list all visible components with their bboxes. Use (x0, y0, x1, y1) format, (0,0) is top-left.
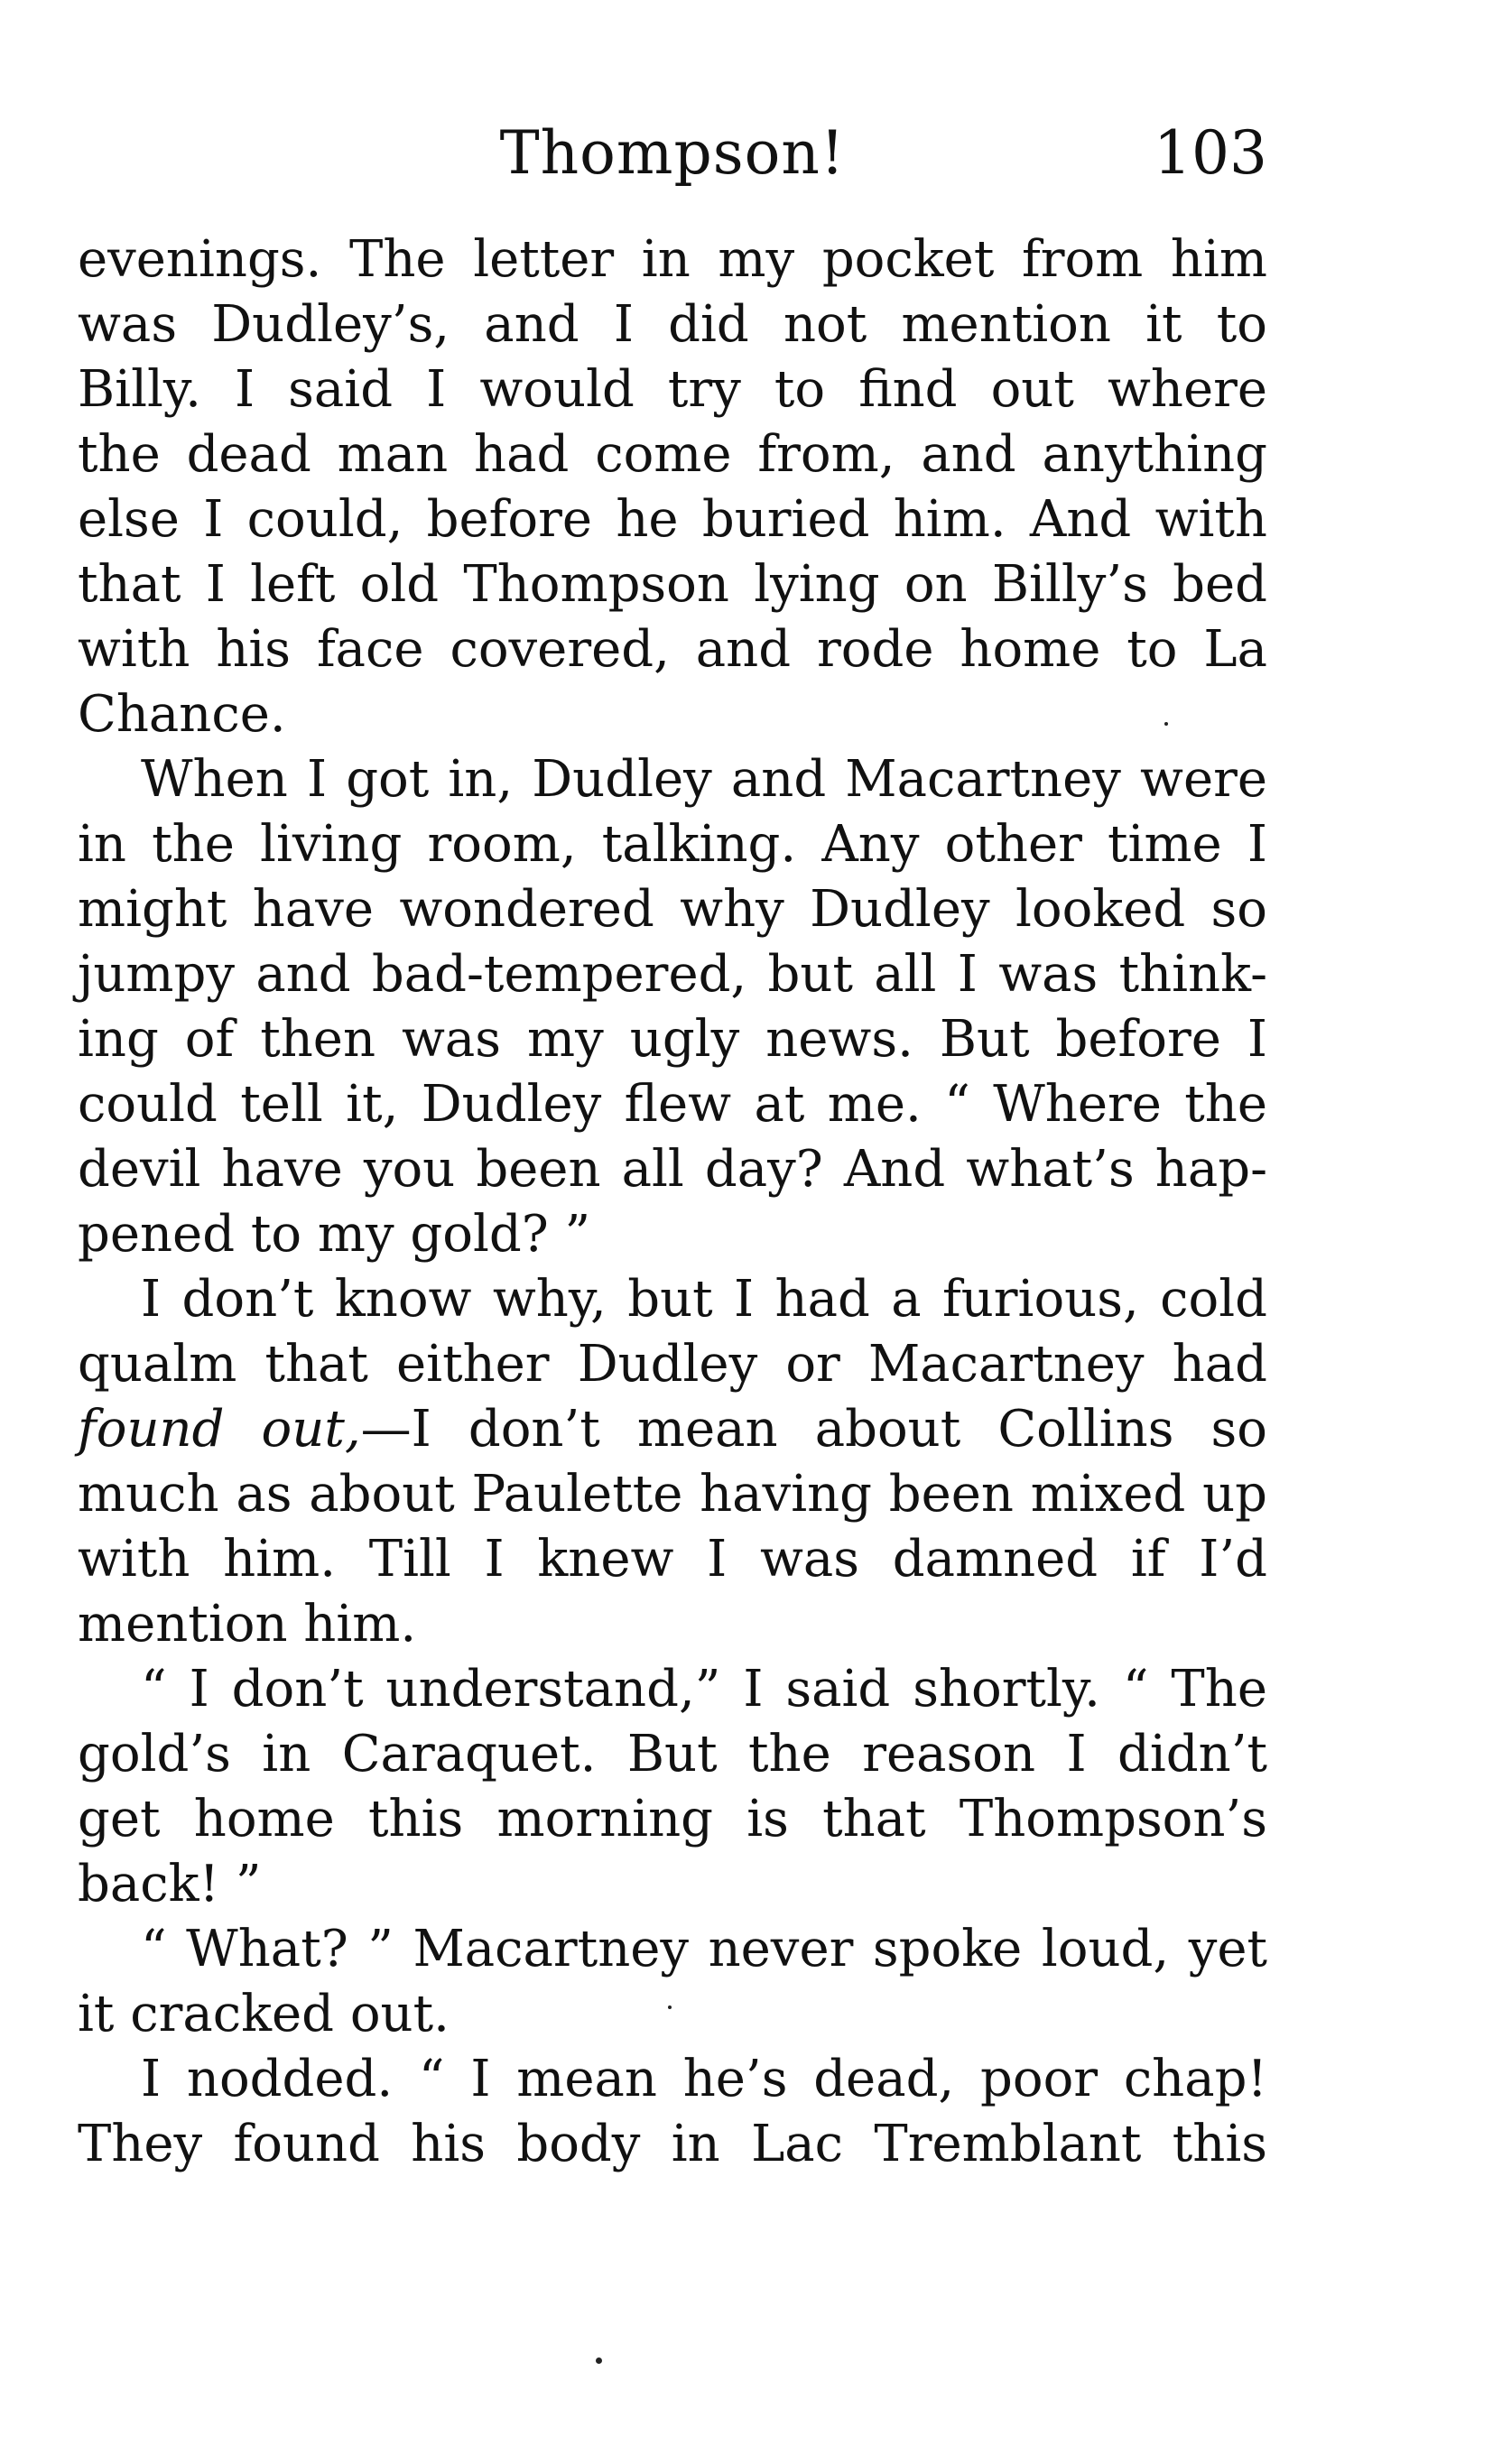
text-line: back! ” (78, 1855, 262, 1913)
body-text (78, 227, 1267, 2177)
running-head-title: Thompson! (499, 118, 846, 188)
page-number: 103 (1154, 118, 1267, 188)
ink-speck (1164, 722, 1168, 726)
text-line: with his face covered, and rode home to La (78, 620, 1267, 679)
ink-speck (668, 2005, 672, 2009)
text-line: When I got in, Dudley and Macartney were (141, 750, 1267, 809)
text-line: I don’t know why, but I had a furious, cold (141, 1270, 1267, 1329)
text-line: else I could, before he buried him. And with (78, 490, 1267, 549)
text-line: ing of then was my ugly news. But before I (78, 1010, 1267, 1069)
text-line: “ What? ” Macartney never spoke loud, yet (141, 1920, 1267, 1978)
text-line: They found his body in Lac Tremblant this (78, 2115, 1267, 2173)
text-line: qualm that either Dudley or Macartney had (78, 1335, 1267, 1394)
text-line: jumpy and bad-tempered, but all I was think- (78, 945, 1267, 1004)
text-line (78, 1397, 1267, 1462)
ink-speck (596, 2357, 602, 2364)
text-line: could tell it, Dudley flew at me. “ Where the (78, 1075, 1267, 1134)
italic-phrase: found out, (78, 1400, 361, 1459)
text-line: Billy. I said I would try to find out where (78, 360, 1267, 419)
text-line: get home this morning is that Thompson’s (78, 1790, 1267, 1848)
text-line: “ I don’t understand,” I said shortly. “ The (141, 1660, 1267, 1718)
text-line: with him. Till I knew I was damned if I’d (78, 1530, 1267, 1589)
text-line: might have wondered why Dudley looked so (78, 880, 1267, 939)
text-line: Chance. (78, 685, 286, 744)
text-line: in the living room, talking. Any other time I (78, 815, 1267, 874)
text-line: it cracked out. (78, 1985, 450, 2043)
text-line: I nodded. “ I mean he’s dead, poor chap! (141, 2050, 1267, 2108)
text-line: was Dudley’s, and I did not mention it to (78, 295, 1267, 354)
text-line: evenings. The letter in my pocket from him (78, 230, 1267, 289)
text-line: much as about Paulette having been mixed up (78, 1465, 1267, 1524)
text-line: the dead man had come from, and anything (78, 425, 1267, 484)
text-line: gold’s in Caraquet. But the reason I didn’t (78, 1725, 1267, 1783)
running-head (78, 108, 1267, 199)
text-line: that I left old Thompson lying on Billy’s bed (78, 555, 1267, 614)
text-line: devil have you been all day? And what’s hap- (78, 1140, 1267, 1199)
text-line: mention him. (78, 1595, 417, 1653)
text-line: pened to my gold? ” (78, 1205, 591, 1264)
text-line-rest: —I don’t mean about Collins so (360, 1400, 1267, 1459)
